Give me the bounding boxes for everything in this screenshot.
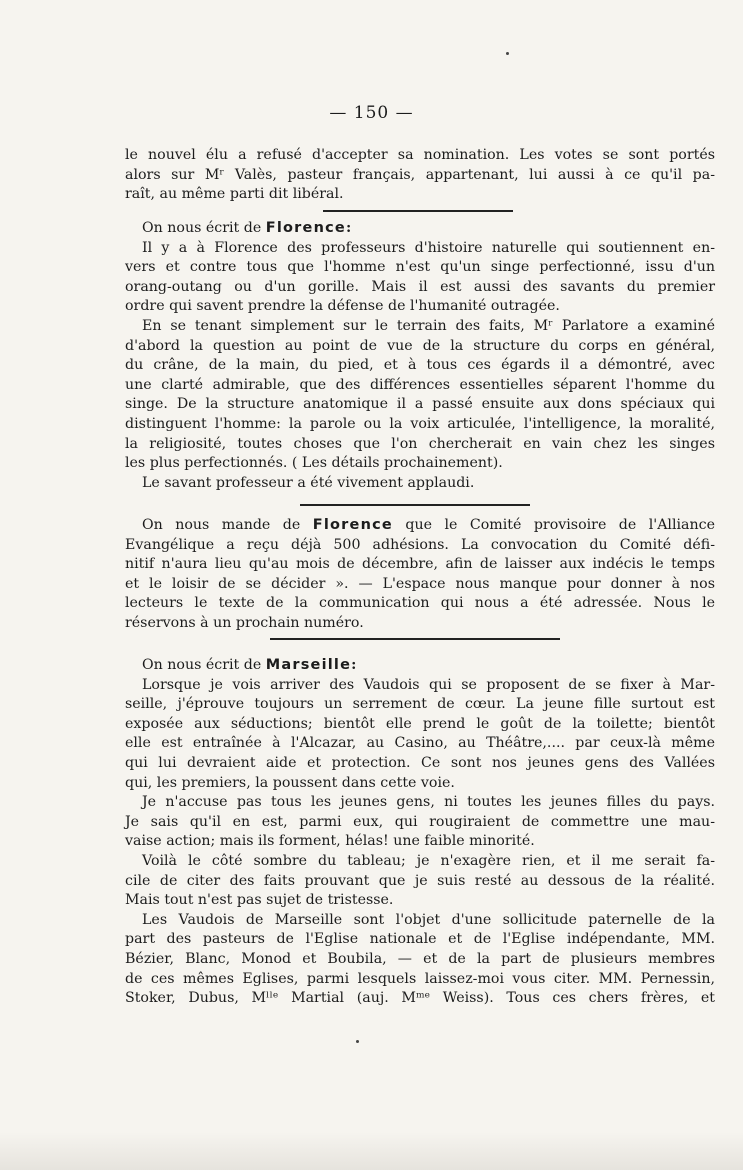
text-line: qui, les premiers, la poussent dans cette voie. bbox=[125, 774, 455, 791]
marseille-report bbox=[125, 656, 715, 1009]
text-line: distinguent l'homme: la parole ou la voix articulée, l'intelligence, la moralité, bbox=[125, 415, 715, 432]
heading-intro: On nous écrit de bbox=[142, 220, 266, 236]
florence-alliance-report bbox=[125, 516, 715, 634]
print-speck bbox=[506, 52, 509, 55]
text-line: d'abord la question au point de vue de la structure du corps en général, bbox=[125, 337, 715, 354]
text-line: une clarté admirable, que des différences essentielles séparent l'homme du bbox=[125, 376, 715, 393]
place-name: Florence bbox=[265, 220, 346, 236]
section-heading bbox=[125, 656, 715, 676]
line-end: que le Comité provisoire de l'Alliance bbox=[392, 517, 715, 533]
text-line: lecteurs le texte de la communication qui nous a été adressée. Nous le bbox=[125, 595, 715, 612]
text-line: Evangélique a reçu déjà 500 adhésions. La convocation du Comité défi- bbox=[125, 536, 715, 553]
text-line: elle est entraînée à l'Alcazar, au Casino, au Théâtre,.... par ceux-là même bbox=[125, 735, 715, 752]
text-line: singe. De la structure anatomique il a passé ensuite aux dons spéciaux qui bbox=[125, 396, 715, 413]
text-line: du crâne, de la main, du pied, et à tous ces égards il a démontré, avec bbox=[125, 357, 715, 374]
text-line: vaise action; mais ils forment, hélas! une faible minorité. bbox=[125, 833, 535, 850]
text-line: et le loisir de se décider ». — L'espace nous manque pour donner à nos bbox=[125, 575, 715, 592]
text-line: orang-outang ou d'un gorille. Mais il est aussi des savants du premier bbox=[125, 278, 715, 295]
text-line: seille, j'éprouve toujours un serrement de cœur. La jeune fille surtout est bbox=[125, 696, 715, 713]
text-line: la religiosité, toutes choses que l'on chercherait en vain chez les singes bbox=[125, 435, 715, 452]
florence-report bbox=[125, 219, 715, 493]
text-line: Stoker, Dubus, Mˡˡᵉ Martial (auj. Mᵐᵉ Weiss). Tous ces chers frères, et bbox=[125, 990, 715, 1007]
section-divider bbox=[270, 638, 560, 640]
print-speck bbox=[356, 1040, 359, 1043]
line-start: On nous mande de bbox=[142, 517, 313, 533]
place-name: Marseille bbox=[265, 657, 352, 673]
text-line: ordre qui savent prendre la défense de l'humanité outragée. bbox=[125, 298, 560, 315]
heading-colon: : bbox=[345, 220, 352, 236]
text-line: Lorsque je vois arriver des Vaudois qui se proposent de se fixer à Mar- bbox=[142, 676, 715, 693]
text-line: les plus perfectionnés. ( Les détails prochainement). bbox=[125, 455, 503, 472]
text-line: Le savant professeur a été vivement applaudi. bbox=[142, 474, 475, 491]
heading-intro: On nous écrit de bbox=[142, 657, 266, 673]
continued-paragraph bbox=[125, 146, 715, 205]
text-line: Je sais qu'il en est, parmi eux, qui rougiraient de commettre une mau- bbox=[125, 813, 715, 830]
page-edge-shadow bbox=[0, 1132, 743, 1170]
text-line: exposée aux séductions; bientôt elle prend le goût de la toilette; bientôt bbox=[125, 715, 715, 732]
text-line: part des pasteurs de l'Eglise nationale et de l'Eglise indépendante, MM. bbox=[125, 931, 715, 948]
text-line: Je n'accuse pas tous les jeunes gens, ni toutes les jeunes filles du pays. bbox=[142, 794, 715, 811]
text-line: Les Vaudois de Marseille sont l'objet d'une sollicitude paternelle de la bbox=[142, 911, 715, 928]
text-line: En se tenant simplement sur le terrain des faits, Mʳ Parlatore a examiné bbox=[142, 317, 715, 334]
text-line: Bézier, Blanc, Monod et Boubila, — et de la part de plusieurs membres bbox=[125, 950, 715, 967]
text-line: Voilà le côté sombre du tableau; je n'exagère rien, et il me serait fa- bbox=[142, 852, 715, 869]
text-line: alors sur Mʳ Valès, pasteur français, appartenant, lui aussi à ce qu'il pa- bbox=[125, 166, 715, 183]
text-line: cile de citer des faits prouvant que je suis resté au dessous de la réalité. bbox=[125, 872, 715, 889]
section-divider bbox=[323, 210, 513, 212]
text-line: de ces mêmes Eglises, parmi lesquels laissez-moi vous citer. MM. Pernessin, bbox=[125, 970, 715, 987]
text-line: raît, au même parti dit libéral. bbox=[125, 186, 344, 203]
text-line bbox=[125, 516, 715, 536]
text-line: Mais tout n'est pas sujet de tristesse. bbox=[125, 892, 394, 909]
place-name: Florence bbox=[312, 517, 393, 533]
text-line: vers et contre tous que l'homme n'est qu'un singe perfectionné, issu d'un bbox=[125, 259, 715, 276]
text-line: qui lui devraient aide et protection. Ce sont nos jeunes gens des Vallées bbox=[125, 754, 715, 771]
text-line: le nouvel élu a refusé d'accepter sa nomination. Les votes se sont portés bbox=[125, 147, 715, 163]
text-line: nitif n'aura lieu qu'au mois de décembre, afin de laisser aux indécis le temps bbox=[125, 556, 715, 573]
section-divider bbox=[300, 504, 530, 506]
text-line: Il y a à Florence des professeurs d'histoire naturelle qui soutiennent en- bbox=[142, 239, 715, 256]
heading-colon: : bbox=[351, 657, 357, 673]
page-number: — 150 — bbox=[329, 103, 414, 123]
section-heading bbox=[125, 219, 715, 239]
text-line: réservons à un prochain numéro. bbox=[125, 614, 364, 631]
